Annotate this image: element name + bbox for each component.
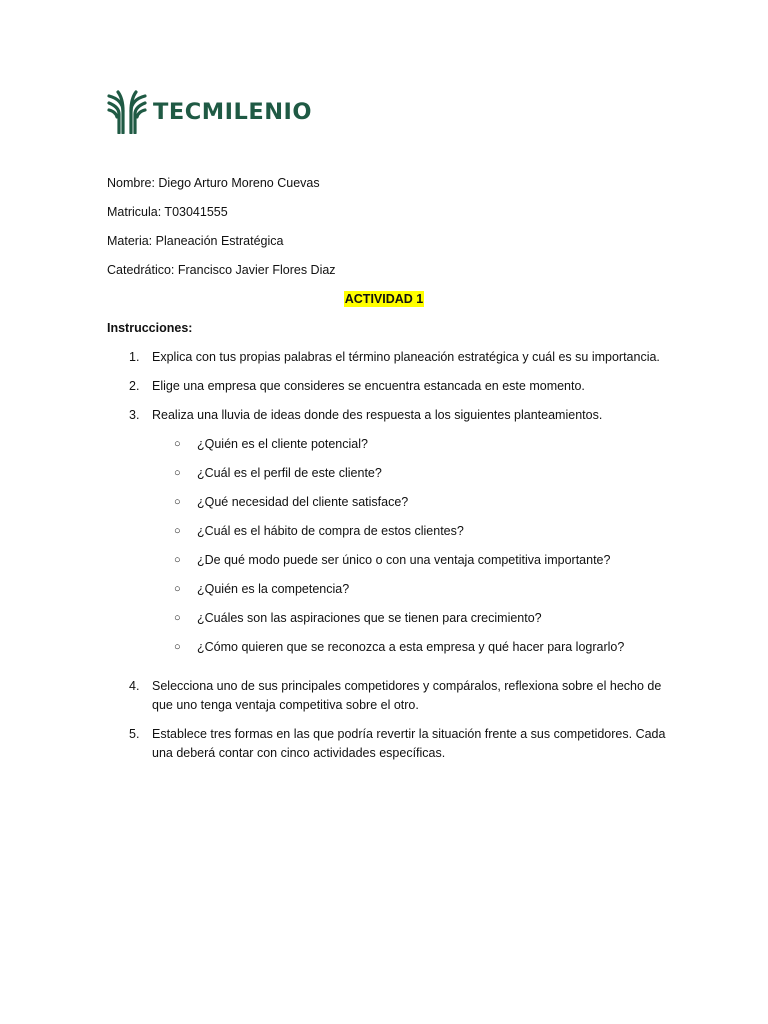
instructions-heading: Instrucciones:	[107, 321, 193, 335]
question-text: ¿Cuáles son las aspiraciones que se tienen para crecimiento?	[197, 611, 542, 625]
circle-bullet-icon: ○	[174, 554, 181, 566]
instruction-text: Explica con tus propias palabras el término planeación estratégica y cuál es su importancia.	[152, 350, 660, 364]
circle-bullet-icon: ○	[174, 525, 181, 537]
instruction-text: Realiza una lluvia de ideas donde des respuesta a los siguientes planteamientos.	[152, 408, 603, 422]
question-item	[152, 551, 667, 580]
circle-bullet-icon: ○	[174, 467, 181, 479]
question-item	[152, 522, 667, 551]
tecmilenio-logo	[107, 90, 312, 134]
list-number: 4.	[129, 679, 140, 693]
circle-bullet-icon: ○	[174, 612, 181, 624]
instruction-item	[107, 725, 667, 763]
logo-wordmark: TECMILENIO	[153, 98, 313, 125]
question-text: ¿Qué necesidad del cliente satisface?	[197, 495, 409, 509]
question-item	[152, 580, 667, 609]
question-item	[152, 435, 667, 464]
question-item	[152, 609, 667, 638]
professor-name: Catedrático: Francisco Javier Flores Diaz	[107, 263, 336, 277]
instruction-item	[107, 377, 667, 396]
question-item	[152, 638, 667, 667]
tecmilenio-leaf-icon	[107, 90, 147, 134]
question-text: ¿Cómo quieren que se reconozca a esta empresa y qué hacer para lograrlo?	[197, 640, 625, 654]
list-number: 3.	[129, 408, 140, 422]
circle-bullet-icon: ○	[174, 641, 181, 653]
activity-title-row	[0, 290, 768, 309]
course-name: Materia: Planeación Estratégica	[107, 234, 284, 248]
circle-bullet-icon: ○	[174, 496, 181, 508]
question-text: ¿Cuál es el hábito de compra de estos clientes?	[197, 524, 464, 538]
question-text: ¿De qué modo puede ser único o con una ventaja competitiva importante?	[197, 553, 611, 567]
instruction-text: Elige una empresa que consideres se encuentra estancada en este momento.	[152, 379, 585, 393]
question-item	[152, 493, 667, 522]
student-name: Nombre: Diego Arturo Moreno Cuevas	[107, 176, 320, 190]
instruction-item	[107, 406, 667, 667]
instruction-text: Establece tres formas en las que podría revertir la situación frente a sus competidores. Cada una deberá contar con cinco actividades específicas.	[152, 727, 666, 760]
question-item	[152, 464, 667, 493]
instructions-list	[107, 348, 667, 773]
instruction-item	[107, 348, 667, 367]
list-number: 2.	[129, 379, 140, 393]
question-text: ¿Cuál es el perfil de este cliente?	[197, 466, 382, 480]
question-text: ¿Quién es la competencia?	[197, 582, 350, 596]
circle-bullet-icon: ○	[174, 583, 181, 595]
instruction-text: Selecciona uno de sus principales competidores y compáralos, reflexiona sobre el hecho de que uno tenga ventaja competitiva sobre el otro.	[152, 679, 662, 712]
question-text: ¿Quién es el cliente potencial?	[197, 437, 368, 451]
question-list	[152, 435, 667, 667]
activity-title: ACTIVIDAD 1	[344, 292, 424, 306]
list-number: 1.	[129, 350, 140, 364]
circle-bullet-icon: ○	[174, 438, 181, 450]
list-number: 5.	[129, 727, 140, 741]
student-id: Matricula: T03041555	[107, 205, 228, 219]
student-info	[107, 174, 667, 290]
instruction-item	[107, 677, 667, 715]
